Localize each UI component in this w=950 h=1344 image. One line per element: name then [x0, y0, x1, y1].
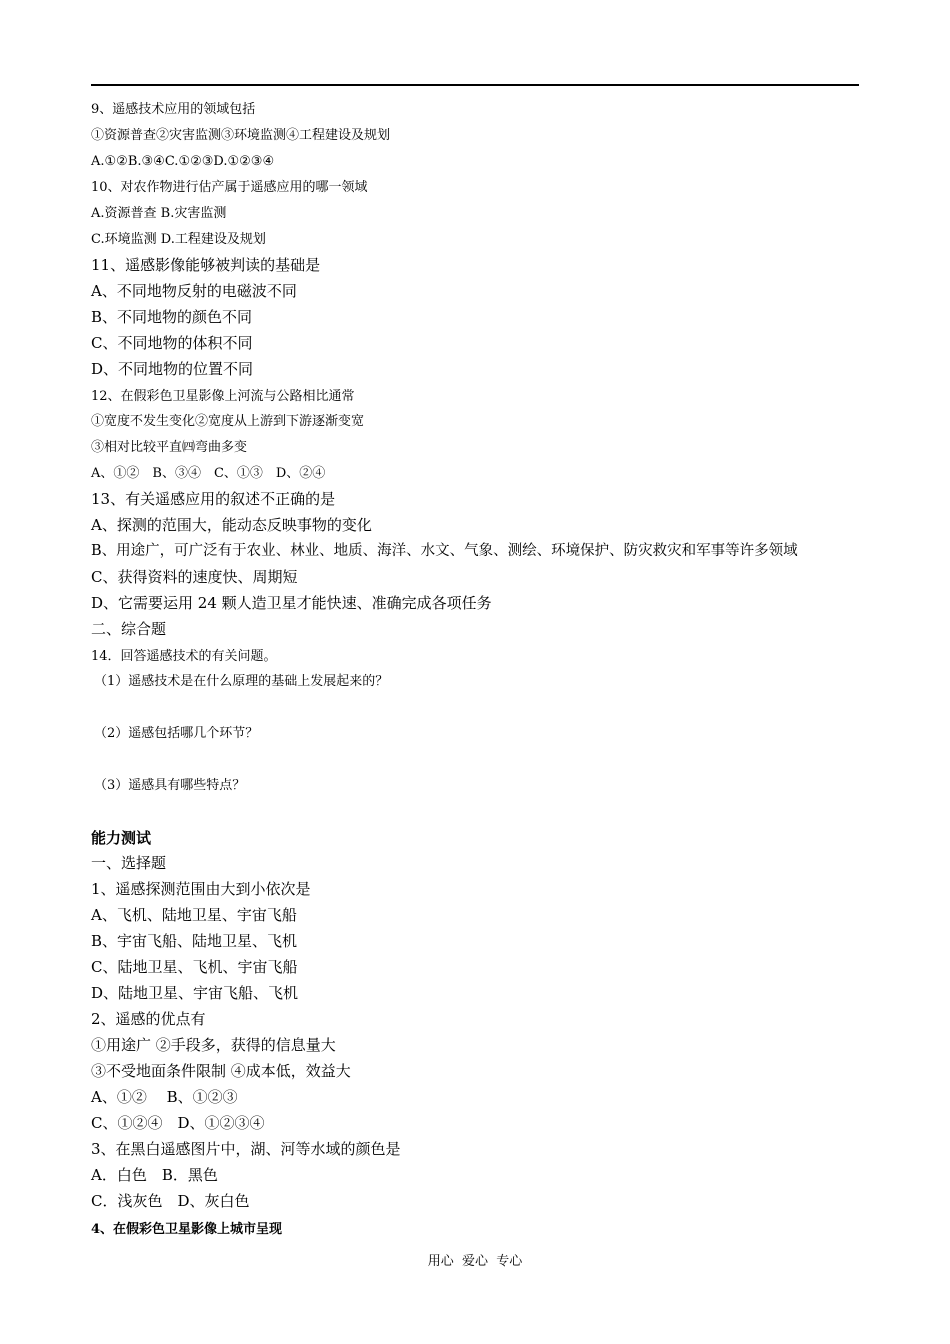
ability-question-1-option-d: D、陆地卫星、宇宙飞船、飞机 — [91, 984, 299, 1002]
ability-question-2-items-1: ①用途广 ②手段多，获得的信息量大 — [91, 1036, 336, 1054]
ability-question-3-options-cd: C．浅灰色 D、灰白色 — [91, 1192, 250, 1210]
ability-question-1-stem: 1、遥感探测范围由大到小依次是 — [91, 880, 311, 898]
question-12-options: A、①② B、③④ C、①③ D、②④ — [91, 466, 326, 481]
question-13-stem: 13、有关遥感应用的叙述不正确的是 — [91, 490, 336, 508]
question-14-part-2: （2）遥感包括哪几个环节？ — [94, 726, 259, 741]
header-rule — [91, 84, 859, 86]
ability-question-2-stem: 2、遥感的优点有 — [91, 1010, 206, 1028]
page-footer: 用心 爱心 专心 — [427, 1254, 523, 1269]
question-14-part-1: （1）遥感技术是在什么原理的基础上发展起来的？ — [94, 674, 389, 689]
question-9-stem: 9、遥感技术应用的领域包括 — [91, 102, 256, 117]
question-13-option-b: B、用途广，可广泛有于农业、林业、地质、海洋、水文、气象、测绘、环境保护、防灾救灾和军事等许多领域 — [91, 543, 798, 559]
ability-question-2-options-cd: C、①②④ D、①②③④ — [91, 1114, 265, 1132]
question-11-stem: 11、遥感影像能够被判读的基础是 — [91, 256, 321, 274]
question-10-stem: 10、对农作物进行估产属于遥感应用的哪一领域 — [91, 180, 368, 195]
question-9-options: A.①②B.③④C.①②③D.①②③④ — [91, 154, 275, 169]
question-13-option-d: D、它需要运用 24 颗人造卫星才能快速、准确完成各项任务 — [91, 594, 492, 612]
question-11-option-d: D、不同地物的位置不同 — [91, 360, 254, 378]
question-12-stem: 12、在假彩色卫星影像上河流与公路相比通常 — [91, 389, 355, 404]
ability-question-3-options-ab: A．白色 B．黑色 — [91, 1166, 218, 1184]
ability-question-1-option-c: C、陆地卫星、飞机、宇宙飞船 — [91, 958, 298, 976]
ability-question-1-option-a: A、飞机、陆地卫星、宇宙飞船 — [91, 906, 297, 924]
section-comprehensive-heading: 二、综合题 — [91, 620, 167, 638]
question-10-options-cd: C.环境监测 D.工程建设及规划 — [91, 232, 266, 247]
question-11-option-b: B、不同地物的颜色不同 — [91, 308, 253, 326]
question-12-items-2: ③相对比较平直㈣弯曲多变 — [91, 440, 248, 455]
ability-question-2-options-ab: A、①② B、①②③ — [91, 1088, 238, 1106]
section-choice-heading: 一、选择题 — [91, 854, 167, 872]
ability-question-4-stem: 4、在假彩色卫星影像上城市呈现 — [91, 1222, 283, 1237]
question-13-option-a: A、探测的范围大，能动态反映事物的变化 — [91, 516, 372, 534]
question-9-items: ①资源普查②灾害监测③环境监测④工程建设及规划 — [91, 128, 391, 143]
question-11-option-c: C、不同地物的体积不同 — [91, 334, 253, 352]
ability-question-2-items-2: ③不受地面条件限制 ④成本低，效益大 — [91, 1062, 351, 1080]
question-10-options-ab: A.资源普查 B.灾害监测 — [91, 206, 227, 221]
question-13-option-c: C、获得资料的速度快、周期短 — [91, 568, 298, 586]
ability-question-1-option-b: B、宇宙飞船、陆地卫星、飞机 — [91, 932, 298, 950]
question-14-part-3: （3）遥感具有哪些特点？ — [94, 778, 246, 793]
question-12-items-1: ①宽度不发生变化②宽度从上游到下游逐渐变宽 — [91, 414, 365, 429]
question-11-option-a: A、不同地物反射的电磁波不同 — [91, 282, 297, 300]
ability-question-3-stem: 3、在黑白遥感图片中，湖、河等水域的颜色是 — [91, 1140, 401, 1158]
ability-test-heading: 能力测试 — [91, 829, 152, 847]
question-14-stem: 14．回答遥感技术的有关问题。 — [91, 649, 277, 664]
